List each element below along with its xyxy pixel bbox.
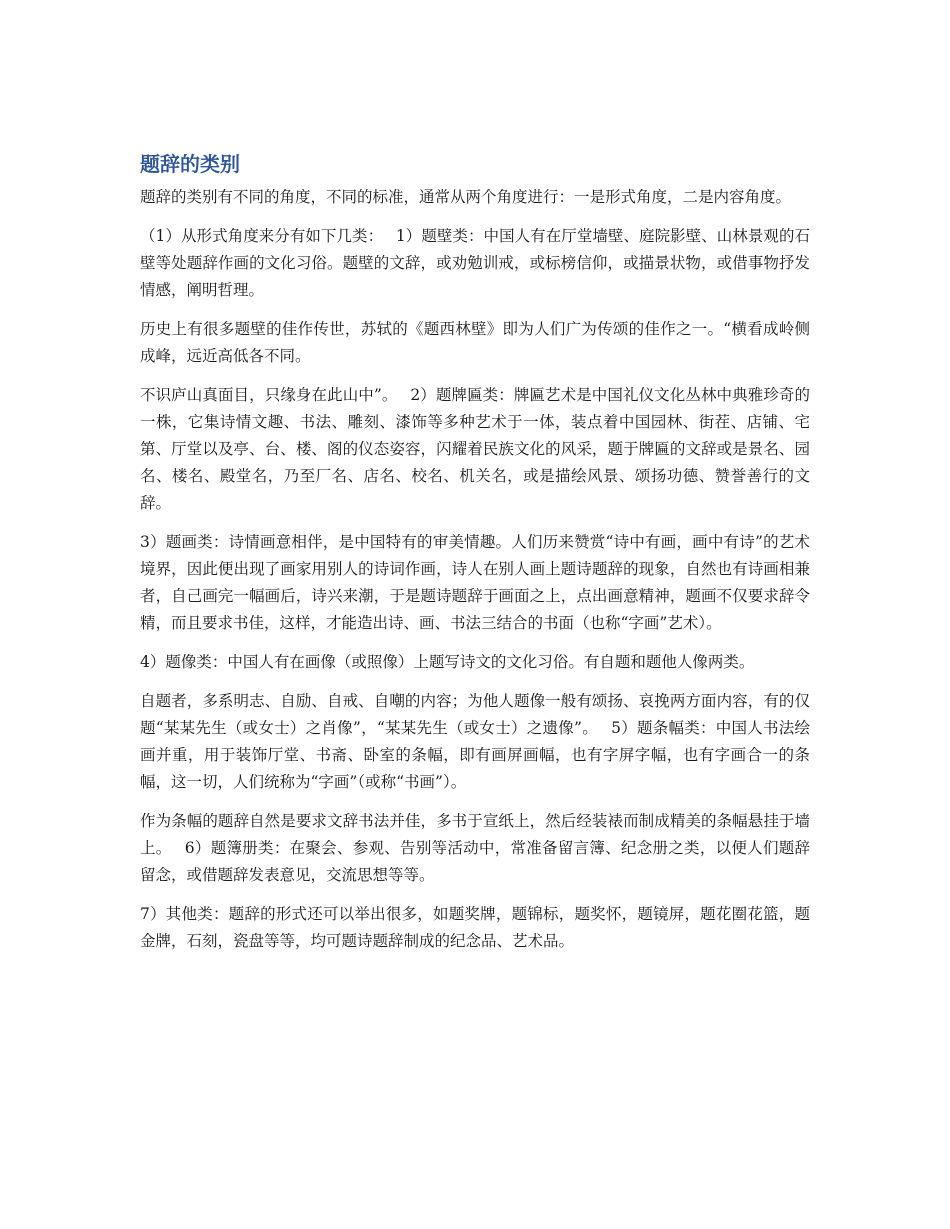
paragraph-portrait: 4）题像类：中国人有在画像（或照像）上题写诗文的文化习俗。有自题和题他人像两类。	[140, 653, 755, 671]
paragraph-painting: 3）题画类：诗情画意相伴，是中国特有的审美情趣。人们历来赞赏“诗中有画，画中有诗”的艺术境界，因此便出现了画家用别人的诗词作画，诗人在别人画上题诗题辞的现象，自然也有诗画相兼者，自己画完一幅画后，诗兴来潮，于是题诗题辞于画面之上，点出画意精神，题画不仅要求辞令精，而且要求书佳，这样，才能造出诗、画、书法三结合的书面（也称“字画”艺术）。	[140, 533, 810, 632]
paragraph-plaque: 不识庐山真面目，只缘身在此山中”。 2）题牌匾类：牌匾艺术是中国礼仪文化丛林中典雅珍奇的一株，它集诗情文趣、书法、雕刻、漆饰等多种艺术于一体，装点着中国园林、街茬、店铺、宅第、厅堂以及亭、台、楼、阁的仪态姿容，闪耀着民族文化的风采，题于牌匾的文辞或是景名、园名、楼名、殿堂名，乃至厂名、店名、校名、机关名，或是描绘风景、颂扬功德、赞誉善行的文辞。	[140, 386, 810, 512]
paragraph-form-wall: （1）从形式角度来分有如下几类： 1）题壁类：中国人有在厅堂墙壁、庭院影壁、山林景观的石壁等处题辞作画的文化习俗。题壁的文辞，或劝勉训戒，或标榜信仰，或描景状物，或借事物抒发情感，阐明哲理。	[140, 227, 810, 299]
document-title: 题辞的类别	[140, 152, 240, 176]
document-body	[140, 148, 810, 967]
paragraph-history: 历史上有很多题壁的佳作传世，苏轼的《题西林壁》即为人们广为传颂的佳作之一。“横看成岭侧成峰，远近高低各不同。	[140, 320, 810, 365]
paragraph-other: 7）其他类：题辞的形式还可以举出很多，如题奖牌，题锦标，题奖怀，题镜屏，题花圈花篮，题金牌，石刻，瓷盘等等，均可题诗题辞制成的纪念品、艺术品。	[140, 905, 810, 950]
paragraph-self-portrait-scroll: 自题者，多系明志、自励、自戒、自嘲的内容；为他人题像一般有颂扬、哀挽两方面内容，有的仅题“某某先生（或女士）之肖像”，“某某先生（或女士）之遗像”。 5）题条幅类：中国人书法绘画并重，用于装饰厅堂、书斋、卧室的条幅，即有画屏画幅，也有字屏字幅，也有字画合一的条幅，这一切，人们统称为“字画”（或称“书画”）。	[140, 692, 810, 791]
paragraph-intro: 题辞的类别有不同的角度，不同的标准，通常从两个角度进行：一是形式角度，二是内容角度。	[140, 188, 792, 206]
paragraph-scroll-book: 作为条幅的题辞自然是要求文辞书法并佳，多书于宣纸上，然后经装裱而制成精美的条幅悬挂于墙上。 6）题簿册类：在聚会、参观、告别等活动中，常准备留言簿、纪念册之类，以便人们题辞留念，或借题辞发表意见，交流思想等等。	[140, 812, 810, 884]
